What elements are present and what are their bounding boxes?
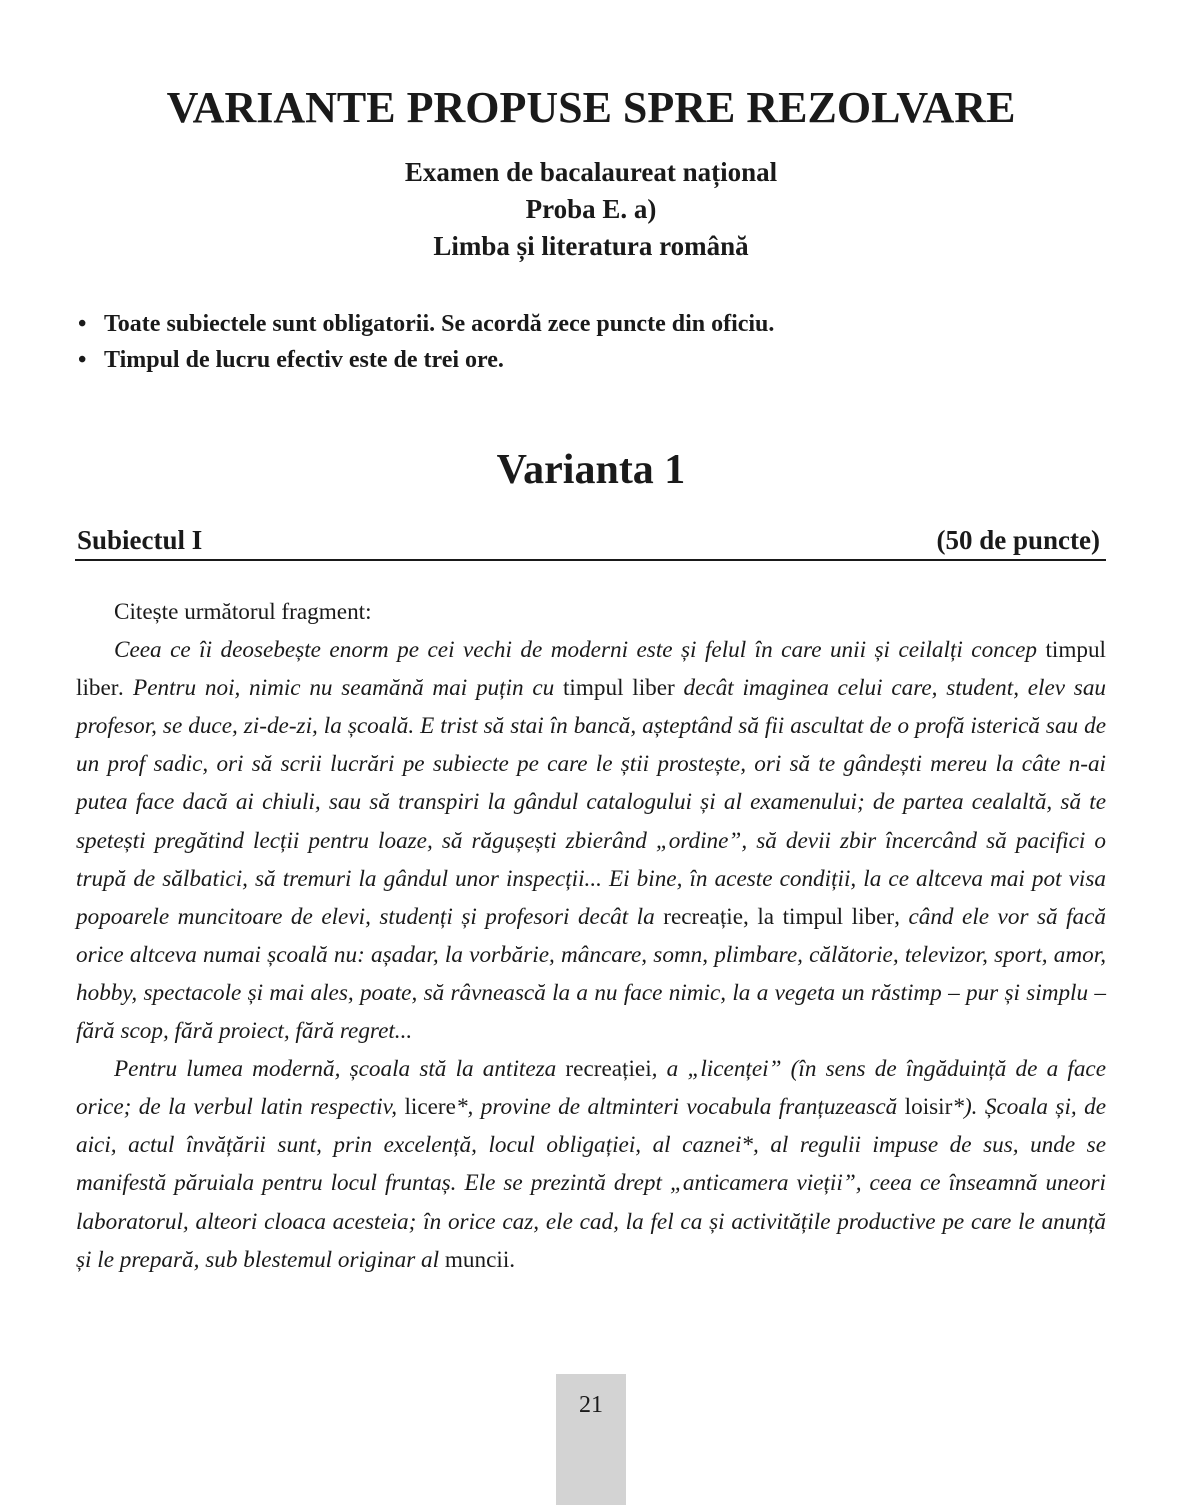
text-span: recreație, la timpul liber bbox=[654, 903, 895, 930]
variant-title: Varianta 1 bbox=[496, 447, 686, 493]
subject-points: (50 de puncte) bbox=[936, 525, 1100, 555]
text-span: , când ele vor să facă orice altceva numai școală nu: așadar, la vorbărie, mâncare, somn, plimbare, călătorie, televizor, sport, amor, hobby, spectacole și mai ales, poate, să râvnească la a nu face nimic, la a vegeta un răstimp – pur și simplu – fără scop, fără proiect, fără regret... bbox=[76, 903, 1107, 1045]
reading-fragment bbox=[76, 593, 1106, 1279]
instructions-list bbox=[78, 306, 1108, 378]
fragment-paragraph-1 bbox=[76, 631, 1106, 1050]
text-span: recreației bbox=[556, 1056, 652, 1083]
page-title: VARIANTE PROPUSE SPRE REZOLVARE bbox=[166, 83, 1016, 132]
fragment-paragraph-2 bbox=[76, 1050, 1106, 1279]
text-span: muncii. bbox=[439, 1246, 516, 1273]
page-number: 21 bbox=[579, 1392, 603, 1418]
exam-subtitle bbox=[0, 154, 1182, 265]
text-span: timpul liber bbox=[554, 675, 684, 702]
text-span: licere bbox=[397, 1094, 456, 1121]
subject-header bbox=[75, 523, 1106, 561]
subject-label: Subiectul I bbox=[77, 525, 203, 555]
exam-name: Examen de bacalaureat național bbox=[404, 157, 778, 187]
exam-test: Proba E. a) bbox=[525, 194, 657, 224]
text-span: *, provine de altminteri vocabula franțuzească bbox=[455, 1094, 898, 1121]
fragment-intro: Citește următorul fragment: bbox=[114, 599, 372, 625]
text-span: *). Școala și, de aici, actul învățării sunt, prin excelență, locul obligației, al caznei*, al regulii impuse de sus, unde se manifestă păruiala pentru locul fruntaș. Ele se prezintă drept „anticamera vieții”, ceea ce înseamnă uneori laboratorul, alteori cloaca acesteia; în orice caz, ele cad, la fel ca și activitățile productive pe care le anunță și le prepară, sub blestemul originar al bbox=[76, 1094, 1106, 1273]
text-span: , a „licenței” (în sens de îngăduință de a face orice; de la verbul latin respectiv, bbox=[76, 1056, 1106, 1121]
instruction-item: • Timpul de lucru efectiv este de trei ore. bbox=[78, 342, 1108, 378]
exam-subject: Limba și literatura română bbox=[433, 231, 749, 261]
text-span: Ceea ce îi deosebește enorm pe cei vechi de moderni este și felul în care unii și ceilalți concep bbox=[114, 637, 1037, 664]
page-number-tab bbox=[556, 1374, 626, 1505]
text-span: . Pentru noi, nimic nu seamănă mai puțin cu bbox=[118, 675, 555, 702]
text-span: Pentru lumea modernă, școala stă la antiteza bbox=[114, 1056, 557, 1083]
text-span: loisir bbox=[897, 1094, 953, 1121]
instruction-item: • Toate subiectele sunt obligatorii. Se acordă zece puncte din oficiu. bbox=[78, 306, 1108, 342]
text-span: decât imaginea celui care, student, elev sau profesor, se duce, zi-de-zi, la școală. E trist să stai în bancă, așteptând să fii ascultat de o profă isterică sau de un prof sadic, ori să scrii lucrări pe subiecte pe care le știi prostește, ori să te gândești mereu la câte n-ai putea face dacă ai chiuli, sau să transpiri la gândul catalogului și al examenului; de partea cealaltă, să te spetești pregătind lecții pentru loaze, să răgușești zbierând „ordine”, să devii zbir încercând să pacifici o trupă de sălbatici, să tremuri la gândul unor inspecții... Ei bine, în aceste condiții, la ce altceva mai pot visa popoarele muncitoare de elevi, studenți și profesori decât la bbox=[76, 675, 1107, 930]
text-span: timpul liber bbox=[76, 637, 1106, 702]
